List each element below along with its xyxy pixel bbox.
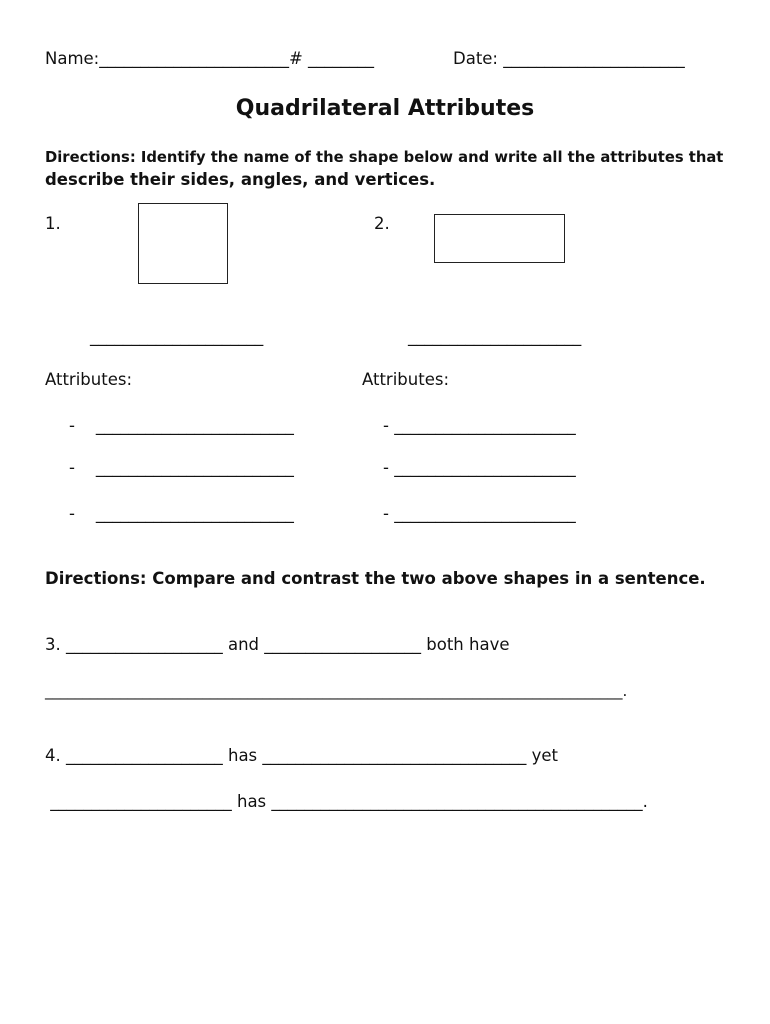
question-3-line-2: _____________________________________________________________________________. — [45, 682, 628, 700]
name-number-line: Name:_______________________# ________ — [45, 49, 375, 68]
problem-2-attributes-label: Attributes: — [362, 370, 450, 389]
question-3-line-1: 3. ___________________ and ___________________ both have — [45, 635, 510, 654]
worksheet-title: Quadrilateral Attributes — [235, 96, 535, 121]
problem-1-attribute-blank: - ________________________ — [69, 458, 294, 477]
problem-2-number: 2. — [374, 214, 390, 233]
problem-2-shape-name-blank: _____________________ — [408, 327, 582, 346]
question-4-line-2: ______________________ has _____________________________________________. — [45, 792, 648, 811]
directions-identify-line-2: describe their sides, angles, and vertices. — [45, 170, 436, 189]
problem-1-shape-name-blank: _____________________ — [90, 327, 264, 346]
problem-2-attribute-blank: - ______________________ — [383, 416, 576, 435]
problem-2-attribute-blank: - ______________________ — [383, 458, 576, 477]
problem-1-attribute-blank: - ________________________ — [69, 504, 294, 523]
directions-compare: Directions: Compare and contrast the two above shapes in a sentence. — [45, 569, 706, 588]
directions-identify-line-1: Directions: Identify the name of the shape below and write all the attributes that — [45, 149, 724, 166]
date-line: Date: ______________________ — [453, 49, 685, 68]
problem-1-number: 1. — [45, 214, 61, 233]
rectangle-shape — [434, 214, 565, 263]
square-shape — [138, 203, 228, 284]
problem-1-attribute-blank: - ________________________ — [69, 416, 294, 435]
question-4-line-1: 4. ___________________ has ________________________________ yet — [45, 746, 559, 765]
problem-1-attributes-label: Attributes: — [45, 370, 133, 389]
problem-2-attribute-blank: - ______________________ — [383, 504, 576, 523]
